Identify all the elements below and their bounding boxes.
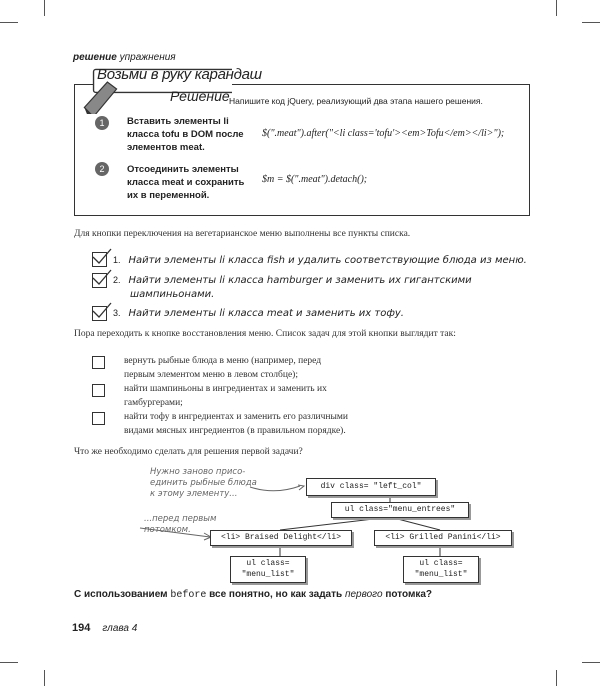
annotation-note: ...перед первым потомком. (144, 514, 217, 535)
tree-node-li: <li> Grilled Panini</li> (374, 530, 512, 546)
paragraph: Что же необходимо сделать для решения первой задачи? (74, 447, 303, 457)
step-text: Вставить элементы li класса tofu в DOM после элементов meat. (127, 116, 244, 153)
banner-subtitle: Решение (170, 88, 230, 104)
tree-node-ul-list: ul class= "menu_list" (230, 556, 306, 583)
step-code: $(".meat").after("<li class='tofu'><em>Tofu</em></li>"); (262, 128, 505, 139)
step-number: 1 (95, 116, 109, 130)
annotation-note: Нужно заново присо- единить рыбные блюда к этому элементу... (150, 467, 257, 499)
closing-question: С использованием before все понятно, но как задать первого потомка? (74, 589, 433, 601)
tree-node-div: div class= "left_col" (306, 478, 436, 496)
page-footer (72, 622, 137, 634)
checked-item: 2. Найти элементы li класса hamburger и заменить их гигантскими (113, 275, 472, 286)
task-item: найти шампиньоны в ингредиентах и заменить их гамбургерами; (124, 384, 327, 408)
step-number: 2 (95, 162, 109, 176)
task-item: найти тофу в ингредиентах и заменить его различными видами мясных ингредиентов (в правильном порядке). (124, 412, 348, 436)
step-code: $m = $(".meat").detach(); (262, 174, 368, 185)
tree-node-ul: ul class="menu_entrees" (331, 502, 469, 518)
page-number: 194 (72, 622, 91, 634)
section-header: решение упражнения (73, 52, 176, 63)
checked-item: 1. Найти элементы li класса fish и удалить соответствующие блюда из меню. (113, 255, 527, 266)
checked-item-continued: шампиньонами. (130, 289, 215, 300)
paragraph: Пора переходить к кнопке восстановления меню. Список задач для этой кнопки выглядит так: (74, 329, 456, 339)
step-text: Отсоединить элементы класса meat и сохранить их в переменной. (127, 164, 245, 201)
intro-note: Напишите код jQuery, реализующий два этапа нашего решения. (229, 96, 483, 106)
tree-node-li: <li> Braised Delight</li> (210, 530, 352, 546)
chapter-label: глава 4 (102, 623, 138, 634)
tree-node-ul-list: ul class= "menu_list" (403, 556, 479, 583)
task-item: вернуть рыбные блюда в меню (например, перед первым элементом меню в левом столбце); (124, 356, 322, 380)
checked-item: 3. Найти элементы li класса meat и заменить их тофу. (113, 308, 404, 319)
paragraph: Для кнопки переключения на вегетарианское меню выполнены все пункты списка. (74, 229, 411, 239)
banner-title: Возьми в руку карандаш (97, 66, 262, 83)
